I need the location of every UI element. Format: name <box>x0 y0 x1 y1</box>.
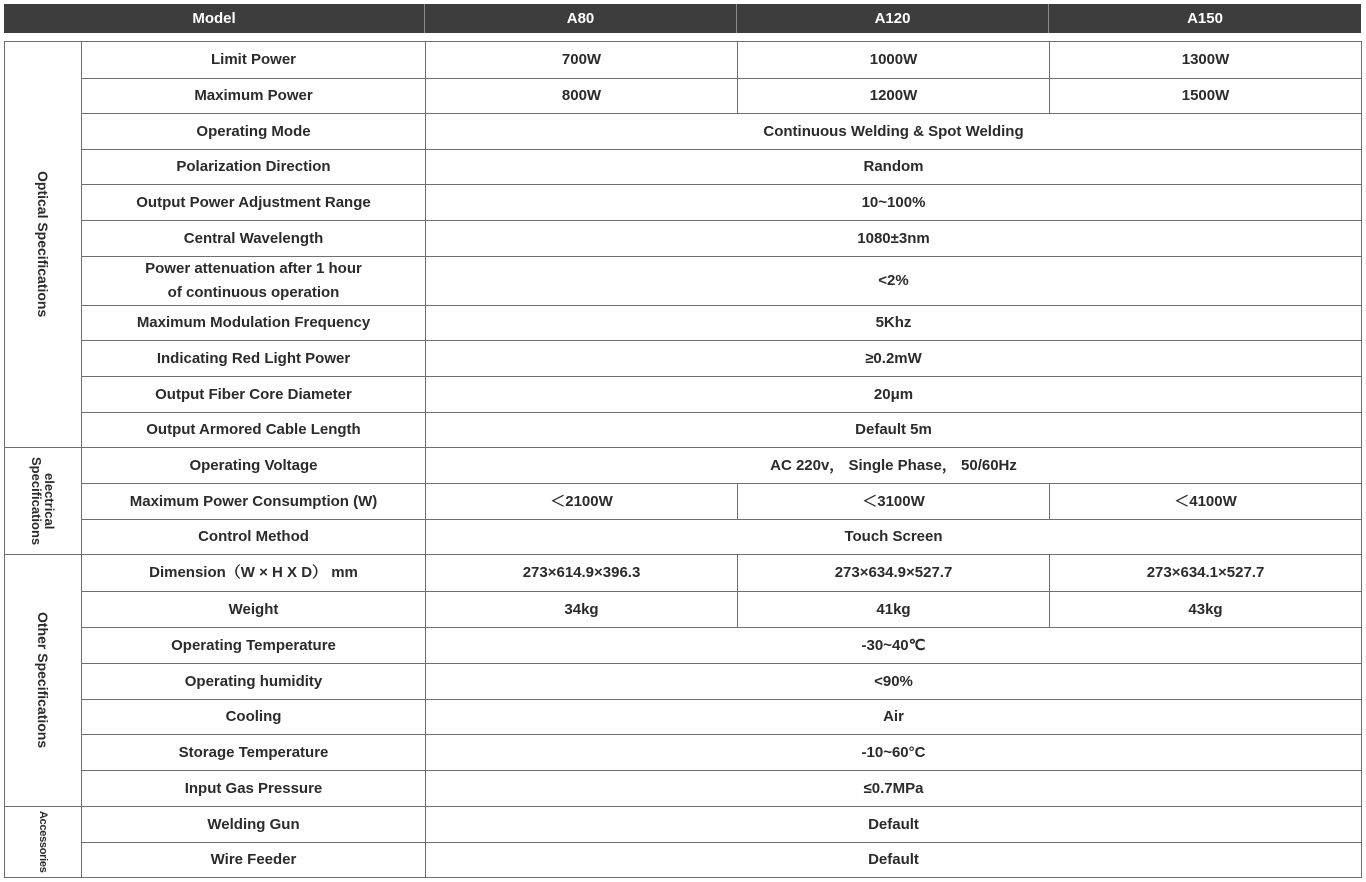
group-label-cell <box>5 42 82 448</box>
header-model-a120: A120 <box>737 4 1049 33</box>
table-header <box>4 4 1361 33</box>
value-cell: <2% <box>426 257 1362 306</box>
value-cell: <90% <box>426 664 1362 700</box>
value-cell: 1500W <box>1050 79 1362 114</box>
value-cell: 10~100% <box>426 185 1362 221</box>
group-label-cell <box>5 448 82 555</box>
value-cell: AC 220v， Single Phase， 50/60Hz <box>426 448 1362 484</box>
value-cell: 800W <box>426 79 738 114</box>
value-cell: ≥0.2mW <box>426 341 1362 377</box>
parameter-cell: Output Fiber Core Diameter <box>82 377 426 413</box>
value-cell: ＜2100W <box>426 484 738 520</box>
value-cell: Default 5m <box>426 413 1362 448</box>
parameter-cell: Input Gas Pressure <box>82 771 426 807</box>
table-row <box>5 664 1362 700</box>
parameter-cell: Output Power Adjustment Range <box>82 185 426 221</box>
value-cell: -30~40℃ <box>426 628 1362 664</box>
table-row <box>5 257 1362 306</box>
table-row <box>5 807 1362 843</box>
value-cell: 1300W <box>1050 42 1362 79</box>
table-row <box>5 341 1362 377</box>
table-row <box>5 413 1362 448</box>
group-label: Other Specifications <box>35 612 51 749</box>
value-cell: 1200W <box>738 79 1050 114</box>
table-row <box>5 306 1362 341</box>
value-cell: 41kg <box>738 592 1050 628</box>
parameter-cell: Maximum Power Consumption (W) <box>82 484 426 520</box>
value-cell: -10~60°C <box>426 735 1362 771</box>
table-row <box>5 377 1362 413</box>
parameter-cell: Control Method <box>82 520 426 555</box>
table-row <box>5 843 1362 878</box>
group-label-cell <box>5 555 82 807</box>
value-cell: 5Khz <box>426 306 1362 341</box>
value-cell: ＜3100W <box>738 484 1050 520</box>
parameter-cell: Polarization Direction <box>82 150 426 185</box>
parameter-cell: Operating Mode <box>82 114 426 150</box>
parameter-cell: Maximum Modulation Frequency <box>82 306 426 341</box>
value-cell: Continuous Welding & Spot Welding <box>426 114 1362 150</box>
table-row <box>5 592 1362 628</box>
table-row <box>5 42 1362 79</box>
value-cell: 273×614.9×396.3 <box>426 555 738 592</box>
table-row <box>5 221 1362 257</box>
parameter-cell: Weight <box>82 592 426 628</box>
value-cell: 1080±3nm <box>426 221 1362 257</box>
group-label-cell <box>5 807 82 878</box>
value-cell: 273×634.1×527.7 <box>1050 555 1362 592</box>
group-label: Accessories <box>37 811 49 873</box>
parameter-cell: Central Wavelength <box>82 221 426 257</box>
parameter-cell: Operating Temperature <box>82 628 426 664</box>
parameter-cell: Welding Gun <box>82 807 426 843</box>
group-label: Optical Specifications <box>35 171 51 318</box>
table-row <box>5 628 1362 664</box>
table-row <box>5 79 1362 114</box>
value-cell: 273×634.9×527.7 <box>738 555 1050 592</box>
table-row <box>5 484 1362 520</box>
value-cell: ＜4100W <box>1050 484 1362 520</box>
parameter-cell: Dimension（W × H X D） mm <box>82 555 426 592</box>
header-model-a80: A80 <box>425 4 737 33</box>
value-cell: 34kg <box>426 592 738 628</box>
parameter-cell: Cooling <box>82 700 426 735</box>
value-cell: 20μm <box>426 377 1362 413</box>
table-row <box>5 700 1362 735</box>
value-cell: Default <box>426 807 1362 843</box>
value-cell: ≤0.7MPa <box>426 771 1362 807</box>
table-row <box>5 448 1362 484</box>
header-model-a150: A150 <box>1187 10 1223 27</box>
table-row <box>5 555 1362 592</box>
parameter-cell: Storage Temperature <box>82 735 426 771</box>
value-cell: 43kg <box>1050 592 1362 628</box>
value-cell: Touch Screen <box>426 520 1362 555</box>
table-row <box>5 185 1362 221</box>
table-row <box>5 520 1362 555</box>
table-row <box>5 114 1362 150</box>
value-cell: 1000W <box>738 42 1050 79</box>
parameter-cell: Wire Feeder <box>82 843 426 878</box>
parameter-cell: Operating humidity <box>82 664 426 700</box>
spec-table <box>4 41 1362 878</box>
parameter-cell: Maximum Power <box>82 79 426 114</box>
value-cell: Air <box>426 700 1362 735</box>
value-cell: Default <box>426 843 1362 878</box>
parameter-cell: Limit Power <box>82 42 426 79</box>
value-cell: Random <box>426 150 1362 185</box>
parameter-cell: Power attenuation after 1 hour of continuous operation <box>82 257 426 306</box>
parameter-cell: Operating Voltage <box>82 448 426 484</box>
table-row <box>5 150 1362 185</box>
group-label: electrical Specifications <box>29 456 57 546</box>
value-cell: 700W <box>426 42 738 79</box>
table-row <box>5 771 1362 807</box>
header-model: Model <box>4 4 425 33</box>
parameter-cell: Output Armored Cable Length <box>82 413 426 448</box>
table-row <box>5 735 1362 771</box>
parameter-cell: Indicating Red Light Power <box>82 341 426 377</box>
